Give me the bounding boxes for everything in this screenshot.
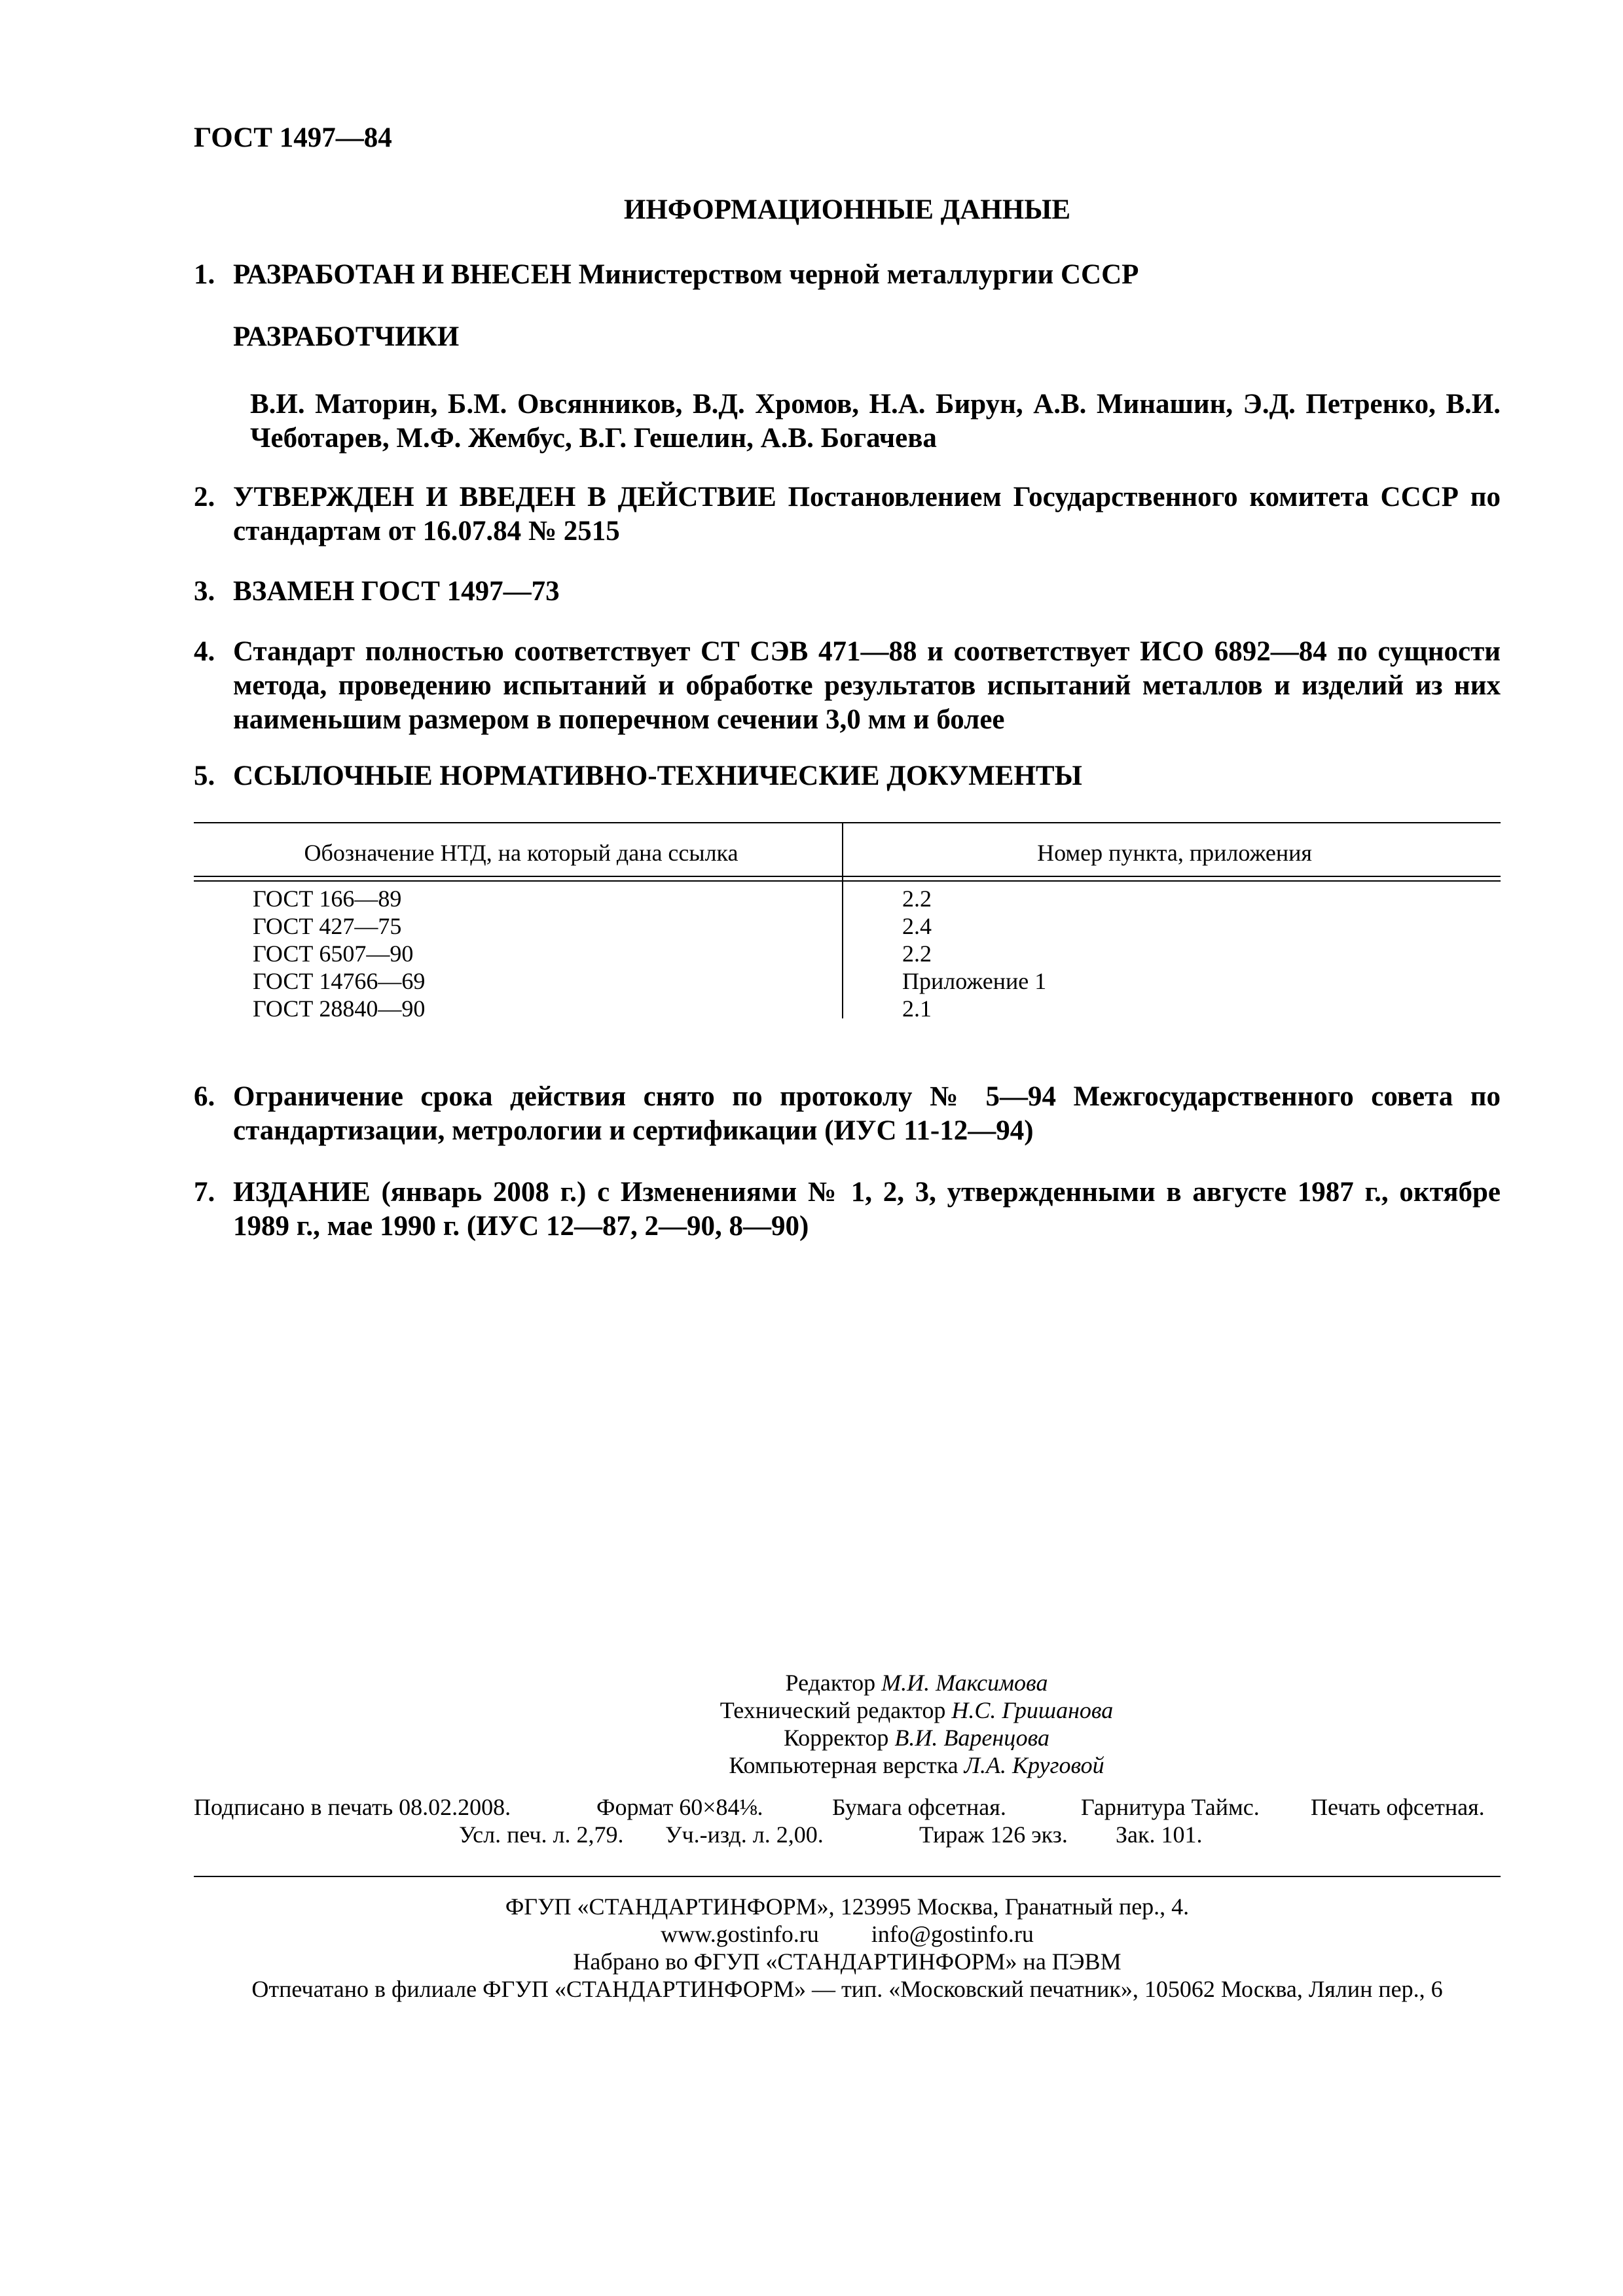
developers-label: РАЗРАБОТЧИКИ [233, 321, 460, 352]
print-run: Тираж 126 экз. [919, 1821, 1068, 1848]
table-row [194, 967, 1501, 995]
item-text: УТВЕРЖДЕН И ВВЕДЕН В ДЕЙСТВИЕ Постановлением Государственного комитета СССР по стандартам от 16.07.84 № 2515 [233, 482, 1501, 547]
credit-person: М.И. Максимова [881, 1670, 1048, 1696]
table-row [194, 995, 1501, 1022]
table-top-rule [194, 822, 1501, 823]
info-item-1 [194, 258, 1501, 292]
info-item-7 [194, 1175, 1501, 1244]
publisher-footer [194, 1893, 1501, 2003]
item-text: Ограничение срока действия снято по протоколу № 5—94 Межгосударственного совета по стандартизации, метрологии и сертификации (ИУС 11-12—94) [233, 1081, 1501, 1146]
item-text: ССЫЛОЧНЫЕ НОРМАТИВНО-ТЕХНИЧЕСКИЕ ДОКУМЕНТЫ [233, 761, 1082, 791]
cell-document: ГОСТ 6507—90 [253, 941, 414, 967]
cell-clause: 2.4 [902, 913, 932, 939]
info-item-4 [194, 635, 1501, 737]
cell-document: ГОСТ 166—89 [253, 886, 402, 912]
developers-list: В.И. Маторин, Б.М. Овсянников, В.Д. Хромов, Н.А. Бирун, А.В. Минашин, Э.Д. Петренко, В.И. Чеботарев, М.Ф. Жембус, В.Г. Гешелин, А.В. Богачева [250, 389, 1501, 454]
order-number: Зак. 101. [1116, 1821, 1203, 1848]
credit-person: В.И. Варенцова [894, 1725, 1050, 1751]
cell-clause: Приложение 1 [902, 968, 1047, 994]
publisher-address: ФГУП «СТАНДАРТИНФОРМ», 123995 Москва, Гранатный пер., 4. [505, 1893, 1190, 1920]
section-heading: ИНФОРМАЦИОННЫЕ ДАННЫЕ [623, 194, 1071, 225]
cell-document: ГОСТ 427—75 [253, 913, 402, 939]
table-header [194, 827, 1501, 873]
typeface: Гарнитура Таймс. [1081, 1794, 1260, 1820]
table-header-rule [194, 876, 1501, 882]
table-row [194, 940, 1501, 967]
credit-person: Н.С. Гришанова [951, 1697, 1114, 1723]
printing-method: Печать офсетная. [1311, 1794, 1485, 1820]
column-header-clause: Номер пункта, приложения [1037, 840, 1312, 866]
contact-line [194, 1920, 1501, 1948]
credit-role: Корректор [783, 1725, 889, 1751]
cell-document: ГОСТ 14766—69 [253, 968, 426, 994]
credit-layout [589, 1751, 1244, 1779]
credit-role: Редактор [785, 1670, 876, 1696]
publication-sheets: Уч.-изд. л. 2,00. [665, 1821, 824, 1848]
signed-date: Подписано в печать 08.02.2008. [194, 1794, 511, 1820]
paper-format: Формат 60×84⅛. [596, 1794, 763, 1820]
table-body [194, 885, 1501, 1022]
credit-corrector [589, 1724, 1244, 1751]
print-info-line-2 [194, 1821, 1501, 1848]
print-info-line-1 [194, 1793, 1501, 1821]
footer-divider [194, 1876, 1501, 1877]
print-sheets: Усл. печ. л. 2,79. [459, 1821, 624, 1848]
credit-role: Компьютерная верстка [729, 1752, 958, 1778]
item-number: 6. [194, 1081, 215, 1112]
credit-editor [589, 1669, 1244, 1696]
item-number: 5. [194, 761, 215, 791]
item-text: ИЗДАНИЕ (январь 2008 г.) с Изменениями № 1, 2, 3, утвержденными в августе 1987 г., октябре 1989 г., мае 1990 г. (ИУС 12—87, 2—90, 8—90) [233, 1177, 1501, 1242]
item-number: 3. [194, 576, 215, 607]
standard-code: ГОСТ 1497—84 [194, 122, 392, 153]
item-text: Стандарт полностью соответствует СТ СЭВ 471—88 и соответствует ИСО 6892—84 по сущности метода, проведению испытаний и обработке результатов испытаний металлов и изделий из них наименьшим размером в поперечном сечении 3,0 мм и более [233, 636, 1501, 735]
item-number: 1. [194, 259, 215, 290]
column-header-document: Обозначение НТД, на который дана ссылка [304, 840, 739, 866]
item-text: ВЗАМЕН ГОСТ 1497—73 [233, 576, 560, 607]
table-row [194, 912, 1501, 940]
typeset-note: Набрано во ФГУП «СТАНДАРТИНФОРМ» на ПЭВМ [573, 1948, 1122, 1975]
paper-type: Бумага офсетная. [832, 1794, 1006, 1820]
item-number: 4. [194, 636, 215, 667]
credit-person: Л.А. Круговой [964, 1752, 1104, 1778]
info-item-3 [194, 575, 1501, 609]
cell-document: ГОСТ 28840—90 [253, 996, 426, 1022]
cell-clause: 2.2 [902, 941, 932, 967]
email-text: info@gostinfo.ru [871, 1921, 1034, 1947]
item-number: 7. [194, 1177, 215, 1208]
credit-role: Технический редактор [720, 1697, 946, 1723]
cell-clause: 2.2 [902, 886, 932, 912]
info-item-6 [194, 1080, 1501, 1148]
info-item-5 [194, 759, 1501, 793]
credit-tech-editor [589, 1696, 1244, 1724]
info-item-2 [194, 480, 1501, 548]
table-row [194, 885, 1501, 912]
editorial-credits [589, 1669, 1244, 1779]
website-text: www.gostinfo.ru [661, 1921, 819, 1947]
item-number: 2. [194, 482, 215, 512]
printed-note: Отпечатано в филиале ФГУП «СТАНДАРТИНФОРМ» — тип. «Московский печатник», 105062 Москва, Лялин пер., 6 [251, 1976, 1443, 2002]
item-text: РАЗРАБОТАН И ВНЕСЕН Министерством черной металлургии СССР [233, 259, 1139, 290]
cell-clause: 2.1 [902, 996, 932, 1022]
